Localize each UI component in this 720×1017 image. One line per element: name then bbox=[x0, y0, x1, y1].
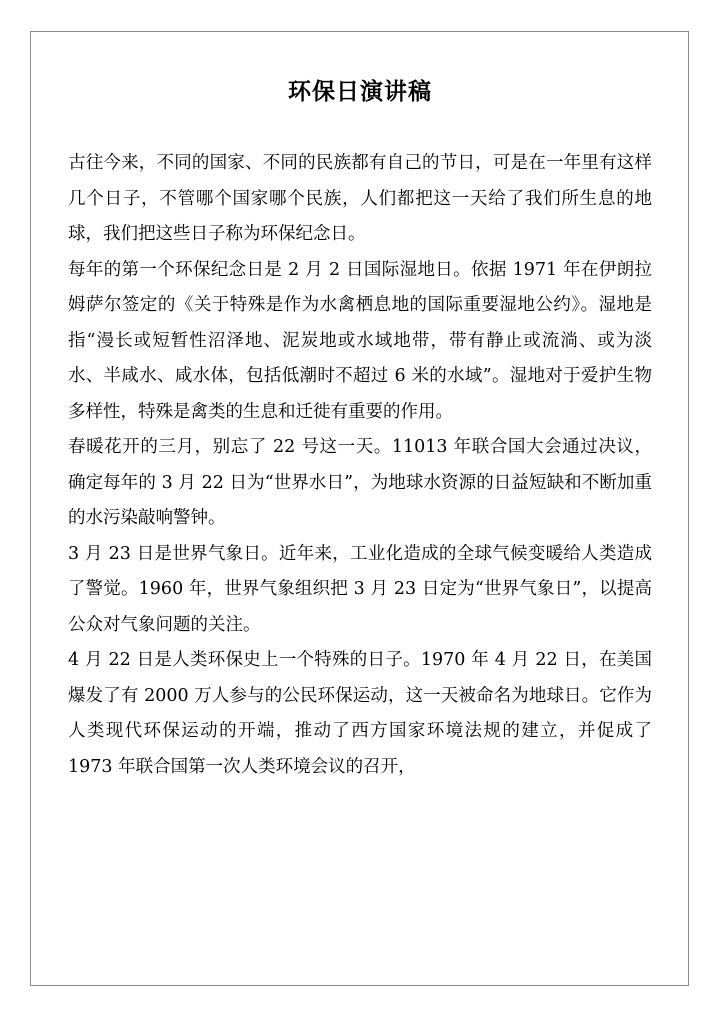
document-body bbox=[68, 146, 652, 785]
page-title: 环保日演讲稿 bbox=[288, 78, 432, 105]
paragraph-3: 春暖花开的三月，别忘了 22 号这一天。11013 年联合国大会通过决议，确定每年的 3 月 22 日为“世界水日”，为地球水资源的日益短缺和不断加重的水污染敲响警钟。 bbox=[68, 437, 652, 528]
paragraph-4: 3 月 23 日是世界气象日。近年来，工业化造成的全球气候变暖给人类造成了警觉。1960 年，世界气象组织把 3 月 23 日定为“世界气象日”，以提高公众对气象问题的关注。 bbox=[68, 543, 652, 635]
paragraph-1: 古往今来，不同的国家、不同的民族都有自己的节日，可是在一年里有这样几个日子，不管哪个国家哪个民族，人们都把这一天给了我们所生息的地球，我们把这些日子称为环保纪念日。 bbox=[68, 153, 652, 244]
document-content bbox=[68, 72, 652, 785]
paragraph-2: 每年的第一个环保纪念日是 2 月 2 日国际湿地日。依据 1971 年在伊朗拉姆萨尔签定的《关于特殊是作为水禽栖息地的国际重要湿地公约》。湿地是指“漫长或短暂性沼泽地、泥炭地或水域地带，带有静止或流淌、或为淡水、半咸水、咸水体，包括低潮时不超过 6 米的水域”。湿地对于爱护生物多样性，特殊是禽类的生息和迁徙有重要的作用。 bbox=[68, 259, 652, 422]
paragraph-5: 4 月 22 日是人类环保史上一个特殊的日子。1970 年 4 月 22 日，在美国爆发了有 2000 万人参与的公民环保运动，这一天被命名为地球日。它作为人类现代环保运动的开端，推动了西方国家环境法规的建立，并促成了 1973 年联合国第一次人类环境会议的召开， bbox=[68, 650, 652, 777]
